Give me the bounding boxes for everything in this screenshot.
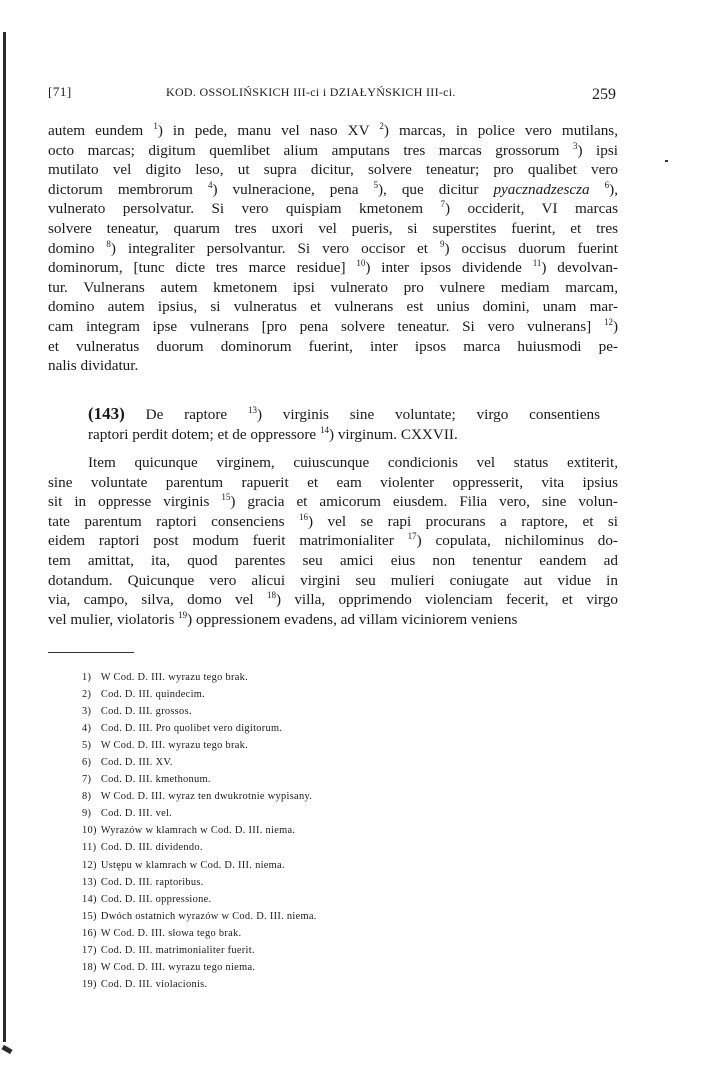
footnote-ref: 10: [356, 258, 366, 269]
footnote-ref: 13: [247, 404, 257, 415]
text-run: ) in pede, manu vel naso XV: [157, 122, 380, 139]
text-run: domino: [48, 239, 107, 257]
footnote-ref: 7: [440, 199, 446, 210]
text-run: nalis dividatur.: [48, 357, 139, 375]
section-title-part: raptori perdit dotem; et de oppressore: [88, 426, 320, 443]
text-run: dominorum, [tunc dicte tres marce residue]: [48, 259, 357, 277]
footnote-number: 8): [82, 791, 92, 803]
footnote-number: 2): [82, 689, 92, 701]
text-line: [48, 473, 618, 493]
footnote-ref: 12: [603, 316, 613, 327]
text-run: ), que dicitur: [377, 180, 494, 198]
text-run: ) marcas, in police vero mutilans,: [383, 122, 619, 139]
text-run: vel mulier, violatoris: [48, 610, 179, 628]
footnote-item: [82, 857, 482, 874]
text-run: via, campo, silva, domo vel: [48, 591, 267, 609]
footnote-number: 13): [82, 876, 97, 888]
text-line: [48, 492, 618, 512]
paragraph-2: [48, 453, 618, 629]
footnote-text: Cod. D. III. Pro quolibet vero digitorum.: [98, 723, 283, 735]
footnote-ref: 5: [373, 179, 378, 190]
text-run: ) vulneracione, pena: [212, 180, 374, 198]
footnote-text: Cod. D. III. violacionis.: [98, 978, 208, 990]
text-line: [48, 512, 618, 532]
footnote-item: [82, 805, 482, 822]
text-line: [48, 551, 618, 571]
footnote-item: [82, 703, 482, 720]
text-run: cam integram ipse vulnerans [pro pena solvere teneatur. Si vero vulnerans]: [48, 317, 604, 335]
text-line: [48, 199, 618, 219]
footnote-item: [82, 754, 482, 771]
text-run: et vulneratus duorum dominorum fuerint, inter ipsos marca huiusmodi pe-: [48, 337, 618, 355]
text-line: [48, 258, 618, 278]
text-run: eidem raptori post modum fuerit matrimonialiter: [48, 532, 408, 550]
page-edge-tick: [1, 1045, 12, 1054]
footnote-number: 16): [82, 927, 97, 939]
footnote-ref: 9: [439, 238, 445, 249]
footnote-number: 3): [82, 706, 92, 718]
paragraph-1: [48, 121, 618, 376]
footnote-item: [82, 839, 482, 856]
footnote-ref: 8: [106, 238, 111, 249]
footnote-item: [82, 788, 482, 805]
footnote-item: [82, 771, 482, 788]
footnote-text: Cod. D. III. oppressione.: [98, 893, 212, 905]
text-line: [48, 121, 618, 141]
footnote-number: 5): [82, 740, 92, 752]
text-run: tem amittat, ita, quod parentes seu amici eius non tenentur eandem ad: [48, 551, 618, 569]
footnote-number: 14): [82, 893, 97, 905]
footnote-separator: [48, 652, 134, 653]
section-heading: [88, 404, 600, 445]
text-line: [48, 337, 618, 357]
footnotes: [82, 669, 482, 993]
text-run: ) villa, opprimendo violenciam fecerit, et virgo: [275, 591, 618, 609]
footnote-number: 7): [82, 774, 92, 786]
footnote-text: Cod. D. III. kmethonum.: [98, 774, 211, 786]
section-number: (143): [88, 404, 125, 423]
text-line: [48, 141, 618, 161]
footnote-item: [82, 737, 482, 754]
text-run: ) occiderit, VI marcas: [445, 200, 618, 218]
footnote-item: [82, 874, 482, 891]
footnote-ref: 17: [407, 531, 417, 542]
text-line: [48, 317, 618, 337]
text-run: ) devolvan-: [541, 259, 618, 277]
page-edge-mark: [3, 32, 6, 1042]
footnote-text: Cod. D. III. grossos.: [98, 706, 192, 718]
text-run: ) oppressionem evadens, ad villam viciniorem veniens: [187, 610, 518, 628]
footnote-number: 18): [82, 961, 97, 973]
text-line: [48, 610, 618, 630]
section-title-part: ) virginis sine voluntate; virgo consentiens: [256, 406, 600, 423]
footnote-ref: 11: [532, 258, 542, 269]
footnote-item: [82, 976, 482, 993]
footnote-text: W Cod. D. III. wyrazu tego niema.: [98, 961, 256, 973]
footnote-item: [82, 891, 482, 908]
text-run: ) occisus duorum fuerint: [444, 239, 618, 257]
text-line: [48, 180, 618, 200]
footnote-text: Wyrazów w klamrach w Cod. D. III. niema.: [98, 825, 296, 837]
footnote-item: [82, 822, 482, 839]
footnote-text: W Cod. D. III. wyrazu tego brak.: [98, 740, 249, 752]
footnote-ref: 16: [298, 511, 308, 522]
footnote-text: Cod. D. III. vel.: [98, 808, 173, 820]
footnote-number: 4): [82, 723, 92, 735]
text-run: [590, 181, 605, 198]
italic-term: pyacznadzescza: [493, 180, 590, 198]
text-run: domino autem ipsius, si vulneratus et vulnerans est unius domini, unam mar-: [48, 298, 618, 316]
text-line: [48, 239, 618, 259]
text-run: tur. Vulnerans autem kmetonem ipsi vulnerato pro vulnere mediam marcam,: [48, 278, 618, 296]
footnote-item: [82, 908, 482, 925]
footnote-ref: 3: [572, 140, 578, 151]
text-run: ) ipsi: [577, 141, 618, 159]
text-line: [48, 453, 618, 473]
text-line: [48, 571, 618, 591]
footnote-text: Dwóch ostatnich wyrazów w Cod. D. III. niema.: [98, 910, 317, 922]
text-run: ) integraliter persolvantur. Si vero occisor et: [110, 239, 440, 257]
footnote-item: [82, 925, 482, 942]
footnote-number: 19): [82, 978, 97, 990]
footnote-ref: 6: [604, 179, 610, 190]
footnote-ref: 2: [379, 120, 384, 131]
header-document-number: [71]: [48, 84, 72, 99]
text-run: autem eundem: [48, 122, 154, 139]
footnote-ref: 18: [266, 590, 276, 601]
footnote-number: 15): [82, 910, 97, 922]
footnote-number: 9): [82, 808, 92, 820]
text-line: [48, 219, 618, 239]
text-line: [48, 590, 618, 610]
text-line: [48, 356, 618, 376]
footnote-ref: 4: [207, 179, 213, 190]
footnote-text: Cod. D. III. dividendo.: [98, 842, 203, 854]
footnote-text: W Cod. D. III. wyraz ten dwukrotnie wypisany.: [98, 791, 313, 803]
footnote-text: Cod. D. III. XV.: [98, 757, 173, 769]
text-run: vulnerato persolvatur. Si vero quispiam kmetonem: [48, 200, 441, 218]
text-run: ) gracia et amicorum eiusdem. Filia vero, sine volun-: [230, 493, 618, 511]
footnote-number: 10): [82, 825, 97, 837]
footnote-text: W Cod. D. III. słowa tego brak.: [98, 927, 242, 939]
text-run: ),: [609, 180, 619, 198]
footnote-item: [82, 942, 482, 959]
text-line: [48, 531, 618, 551]
text-line: [48, 278, 618, 298]
footnote-ref: 1: [153, 120, 158, 131]
margin-dot: [665, 160, 668, 162]
text-run: octo marcas; digitum quemlibet alium amputans tres marcas grossorum: [48, 141, 573, 159]
footnote-text: Cod. D. III. raptoribus.: [98, 876, 204, 888]
footnote-item: [82, 959, 482, 976]
text-run: tate parentum raptori consenciens: [48, 512, 299, 530]
text-run: dotandum. Quicunque vero alicui virgini seu mulieri coniugate aut vidue in: [48, 571, 618, 589]
text-line: [48, 297, 618, 317]
text-run: dictorum membrorum: [48, 180, 208, 198]
text-run: ) copulata, nichilominus do-: [416, 532, 618, 550]
footnote-text: W Cod. D. III. wyrazu tego brak.: [98, 672, 249, 683]
header-title: KOD. OSSOLIŃSKICH III-ci i DZIAŁYŃSKICH III-ci.: [166, 85, 456, 99]
footnote-number: 17): [82, 944, 97, 956]
footnote-text: Cod. D. III. matrimonialiter fuerit.: [98, 944, 255, 956]
text-run: Item quicunque virginem, cuiuscunque condicionis vel status extiterit,: [88, 454, 618, 471]
footnote-item: [82, 669, 482, 686]
footnote-ref: 14: [319, 424, 329, 435]
text-line: [48, 160, 618, 180]
text-run: mutilato vel digito leso, ut supra dicitur, solvere teneatur; pro qualibet vero: [48, 161, 618, 179]
footnote-ref: 15: [221, 492, 231, 503]
text-run: ) inter ipsos dividende: [365, 259, 533, 277]
running-header: [48, 84, 616, 108]
text-run: ) vel se rapi procurans a raptore, et si: [307, 512, 619, 530]
page-number: 259: [592, 86, 616, 103]
section-title-part: De raptore: [124, 406, 248, 423]
footnote-item: [82, 720, 482, 737]
section-title-part: ) virginum. CXXVII.: [328, 426, 458, 443]
footnote-item: [82, 686, 482, 703]
footnote-text: Cod. D. III. quindecim.: [98, 689, 206, 701]
footnote-number: 11): [82, 842, 97, 854]
text-run: sine voluntate parentum rapuerit et eam violenter oppresserit, vita ipsius: [48, 473, 618, 491]
text-run: sit in oppresse virginis: [48, 493, 222, 511]
text-run: ): [612, 317, 618, 335]
footnote-number: 12): [82, 859, 97, 871]
text-run: solvere teneatur, quarum tres uxori vel pueris, si superstites fuerint, et tres: [48, 219, 618, 237]
footnote-number: 6): [82, 757, 92, 769]
footnote-text: Ustępu w klamrach w Cod. D. III. niema.: [98, 859, 285, 871]
footnote-ref: 19: [178, 609, 188, 620]
footnote-number: 1): [82, 672, 92, 683]
